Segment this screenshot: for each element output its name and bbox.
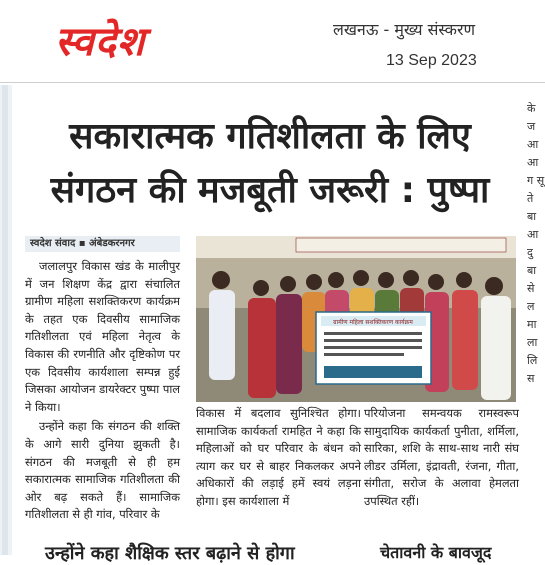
headline-line-1: सकारात्मक गतिशीलता के लिए: [69, 116, 471, 157]
article-headline: [20, 110, 520, 218]
header-divider: [0, 82, 545, 83]
adjacent-article-headline: चेतावनी के बावजूद: [380, 543, 492, 562]
adjacent-article-fragment: के ज आ आ ग सू ते बा आ दु बा से ल मा ला लि स: [527, 102, 545, 385]
edition-label: लखनऊ - मुख्य संस्करण: [333, 20, 476, 39]
byline: स्वदेश संवाद ▪ अंबेडकरनगर: [25, 236, 180, 252]
article-photo: [196, 236, 516, 402]
paragraph: उन्होंने कहा कि संगठन की शक्ति के आगे सारी दुनिया झुकती है। संगठन की मजबूती से ही हम सकारात्मक सामाजिक गतिशीलता की ओर बढ़ सकते हैं। सामाजिक गतिशीलता से ही गांव, परिवार के: [25, 419, 180, 522]
article-column-2: विकास में बदलाव सुनिश्चित होगा। सामाजिक कार्यकर्ता रामहित ने कहा कि महिलाओं को घर परिवार के बंधन को त्याग कर घर से बाहर निकलकर अपने अधिकारों की लड़ाई हमें स्वयं लड़ना होगा। इस कार्यशाला में: [196, 406, 361, 508]
left-margin-strip: [0, 85, 12, 555]
masthead: [0, 0, 545, 78]
paragraph: जलालपुर विकास खंड के मालीपुर में जन शिक्षण केंद्र द्वारा संचालित ग्रामीण महिला सशक्तिकरण कार्यक्रम के तहत एक दिवसीय सामाजिक गतिशीलता एवं महिला नेतृत्व के विकास की रणनीति और दृष्टिकोण पर एक दिवसीय कार्यशाला सम्पन्न हुई जिसका आयोजन डायरेक्टर पुष्पा पाल ने किया।: [25, 259, 180, 414]
poster-title: ग्रामीण महिला सशक्तिकरण कार्यक्रम: [333, 319, 413, 326]
next-article-headline: उन्होंने कहा शैक्षिक स्तर बढ़ाने से होगा: [45, 543, 295, 564]
publication-date: 13 Sep 2023: [386, 52, 477, 69]
article-column-1: [25, 258, 180, 524]
article-column-3: परियोजना समन्वयक रामस्वरूप सामुदायिक कार्यकर्ता पुनीता, शर्मिला, सारिका, शशि के साथ-साथ नारी संघ लीडर उर्मिला, इंद्रावती, रंजना, गीता, संगीता, सरोज के अलावा हेमलता उपस्थित रहीं।: [364, 406, 519, 508]
logo-text: स्वदेश: [55, 19, 146, 65]
newspaper-logo: [55, 10, 285, 72]
headline-line-2: संगठन की मजबूती जरूरी : पुष्पा: [50, 170, 490, 211]
